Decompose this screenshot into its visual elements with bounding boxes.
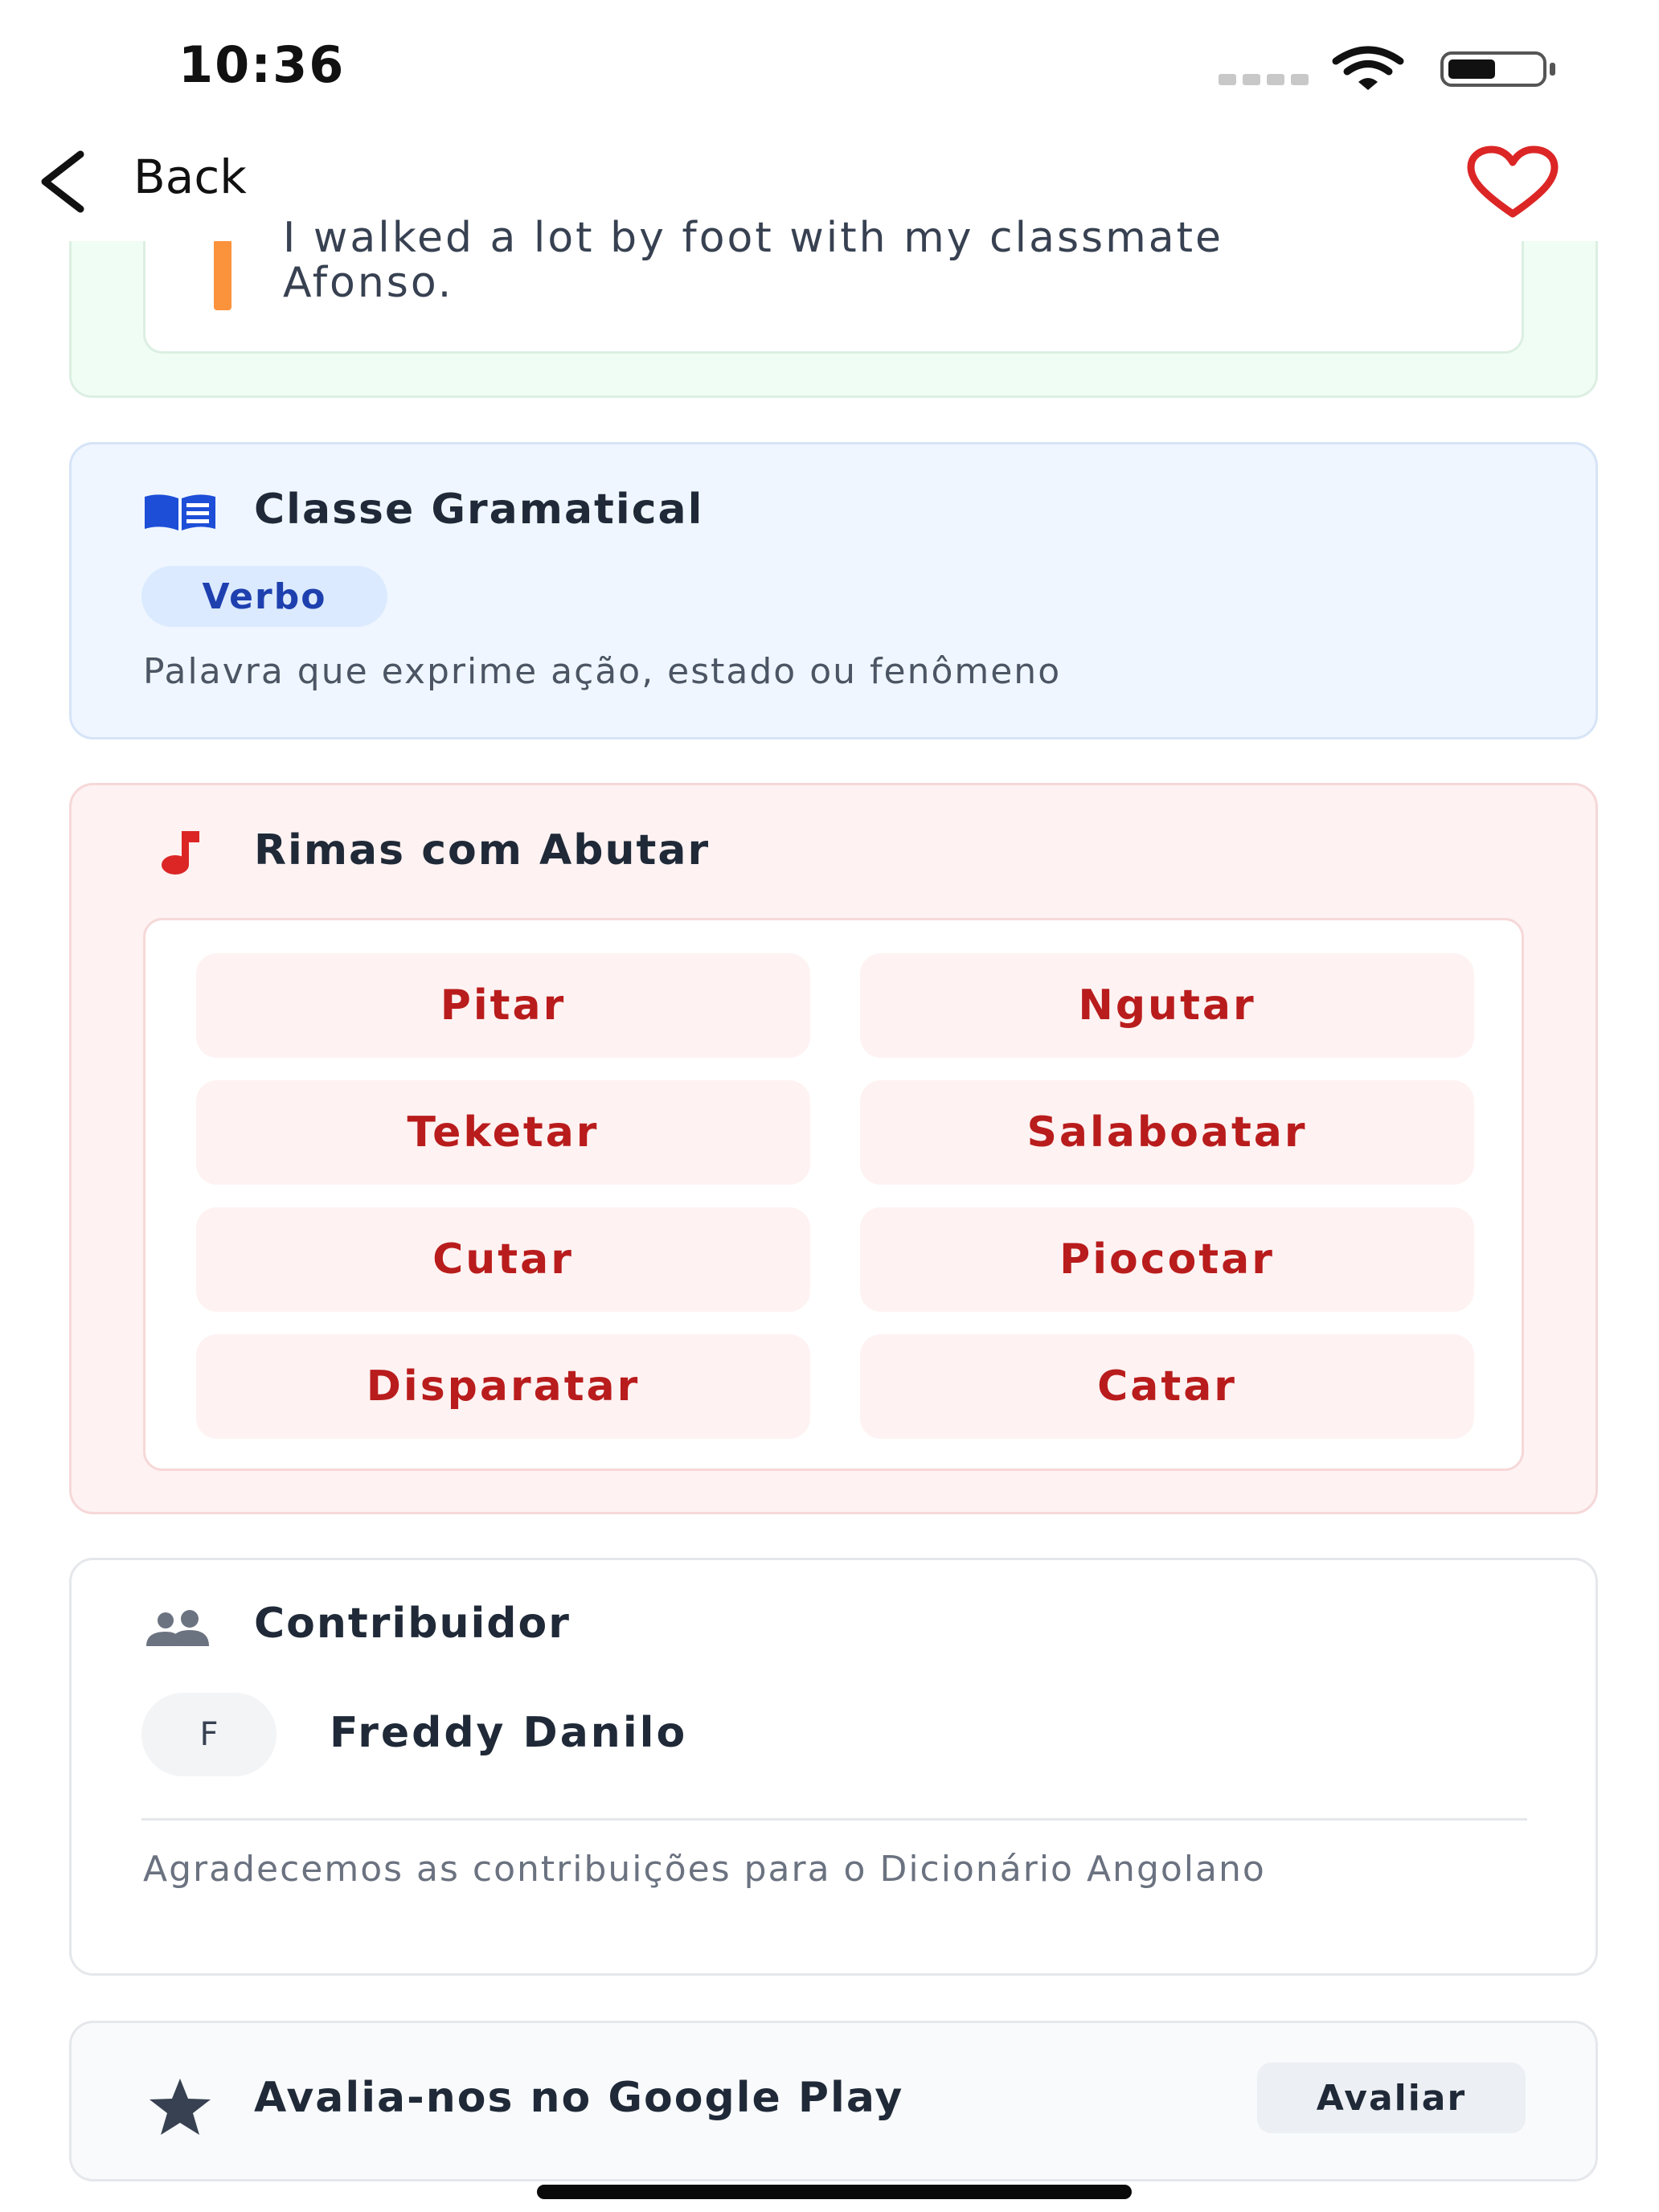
wifi-icon <box>1331 47 1405 90</box>
divider <box>141 1818 1527 1821</box>
back-button[interactable]: Back <box>133 150 247 204</box>
grammar-description: Palavra que exprime ação, estado ou fenômeno <box>143 651 1062 692</box>
grammar-section-title: Classe Gramatical <box>254 485 704 534</box>
thanks-text: Agradecemos as contribuições para o Dicionário Angolano <box>143 1849 1266 1890</box>
rhyme-item[interactable]: Pitar <box>196 953 810 1058</box>
rate-title: Avalia-nos no Google Play <box>254 2074 904 2122</box>
rhyme-item[interactable]: Salaboatar <box>860 1080 1474 1185</box>
rate-button[interactable]: Avaliar <box>1257 2062 1526 2133</box>
rhyme-item[interactable]: Catar <box>860 1334 1474 1439</box>
example-text-partial: I walked a lot by foot with my classmate <box>283 214 1224 262</box>
music-note-icon <box>158 828 203 876</box>
rhyme-item[interactable]: Cutar <box>196 1207 810 1312</box>
avatar: F <box>141 1693 276 1776</box>
status-time: 10:36 <box>178 35 346 94</box>
rhyme-item[interactable]: Teketar <box>196 1080 810 1185</box>
rhymes-section-title: Rimas com Abutar <box>254 826 711 875</box>
favorite-heart-icon[interactable] <box>1466 146 1559 219</box>
open-book-icon <box>143 492 217 532</box>
rhyme-item[interactable]: Disparatar <box>196 1334 810 1439</box>
back-chevron-icon[interactable] <box>35 150 93 214</box>
cellular-signal-icon <box>1219 74 1309 85</box>
star-icon <box>148 2077 212 2136</box>
home-indicator[interactable] <box>537 2185 1132 2199</box>
example-text: Afonso. <box>283 259 454 307</box>
contributor-name: Freddy Danilo <box>330 1709 688 1757</box>
rhyme-item[interactable]: Piocotar <box>860 1207 1474 1312</box>
battery-icon <box>1439 48 1559 90</box>
people-icon <box>143 1609 217 1646</box>
rhyme-item[interactable]: Ngutar <box>860 953 1474 1058</box>
example-accent-bar <box>214 240 231 310</box>
contributor-section-title: Contribuidor <box>254 1600 571 1648</box>
grammar-class-badge: Verbo <box>141 566 387 627</box>
